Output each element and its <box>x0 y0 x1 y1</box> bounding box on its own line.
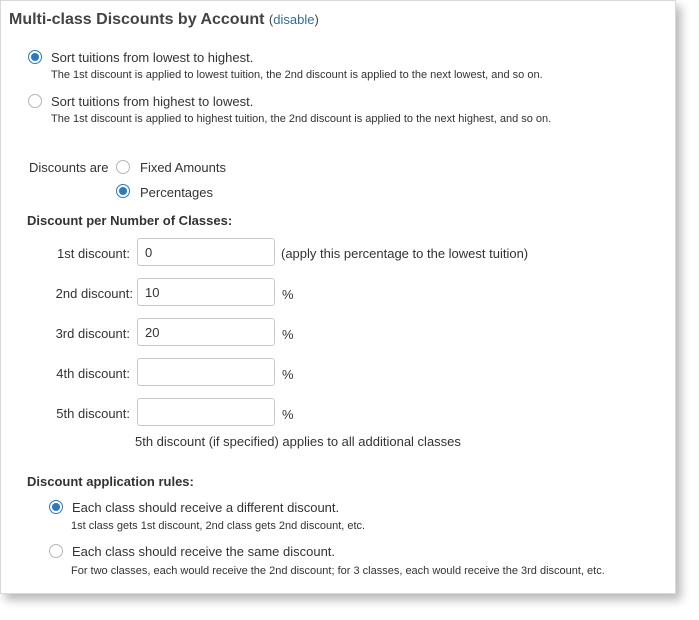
discount-4-label: 4th discount: <box>56 366 130 381</box>
sort-highest-label[interactable]: Sort tuitions from highest to lowest. <box>51 94 254 109</box>
disable-link[interactable]: disable <box>273 12 315 27</box>
title-text: Multi-class Discounts by Account <box>9 11 265 28</box>
same-discount-label[interactable]: Each class should receive the same discount. <box>72 544 336 559</box>
discount-4-suffix: % <box>282 367 294 382</box>
application-rules-heading: Discount application rules: <box>27 474 194 489</box>
different-discount-description: 1st class gets 1st discount, 2nd class gets 2nd discount, etc. <box>71 520 366 532</box>
discount-2-suffix: % <box>282 287 294 302</box>
discount-4-input[interactable] <box>137 358 275 386</box>
discount-5-label: 5th discount: <box>56 406 130 421</box>
percentages-radio[interactable] <box>116 184 130 198</box>
close-paren: ) <box>314 12 319 27</box>
percentages-label[interactable]: Percentages <box>140 185 213 200</box>
same-discount-description: For two classes, each would receive the 2nd discount; for 3 classes, each would receive the 3rd discount, etc. <box>71 565 605 577</box>
discount-5-input[interactable] <box>137 398 275 426</box>
discount-per-classes-heading: Discount per Number of Classes: <box>27 213 233 228</box>
fixed-amounts-radio[interactable] <box>116 160 130 174</box>
discount-1-label: 1st discount: <box>57 246 130 261</box>
discounts-are-label: Discounts are <box>29 160 109 175</box>
open-paren: ( <box>268 12 274 27</box>
fixed-amounts-label[interactable]: Fixed Amounts <box>140 160 226 175</box>
discount-3-suffix: % <box>282 327 294 342</box>
sort-lowest-radio[interactable] <box>28 50 42 64</box>
fifth-discount-note: 5th discount (if specified) applies to all additional classes <box>135 434 461 449</box>
sort-lowest-description: The 1st discount is applied to lowest tuition, the 2nd discount is applied to the next lowest, and so on. <box>51 69 543 81</box>
discount-3-label: 3rd discount: <box>55 326 130 341</box>
discount-2-label: 2nd discount: <box>55 286 133 301</box>
discount-3-input[interactable] <box>137 318 275 346</box>
sort-highest-radio[interactable] <box>28 94 42 108</box>
different-discount-label[interactable]: Each class should receive a different discount. <box>72 500 340 515</box>
discount-1-input[interactable] <box>137 238 275 266</box>
sort-lowest-label[interactable]: Sort tuitions from lowest to highest. <box>51 50 254 65</box>
discount-2-input[interactable] <box>137 278 275 306</box>
discount-1-suffix: (apply this percentage to the lowest tuition) <box>281 246 529 261</box>
page-title <box>9 11 319 29</box>
discount-5-suffix: % <box>282 407 294 422</box>
same-discount-radio[interactable] <box>49 544 63 558</box>
sort-highest-description: The 1st discount is applied to highest tuition, the 2nd discount is applied to the next highest, and so on. <box>51 113 552 125</box>
different-discount-radio[interactable] <box>49 500 63 514</box>
